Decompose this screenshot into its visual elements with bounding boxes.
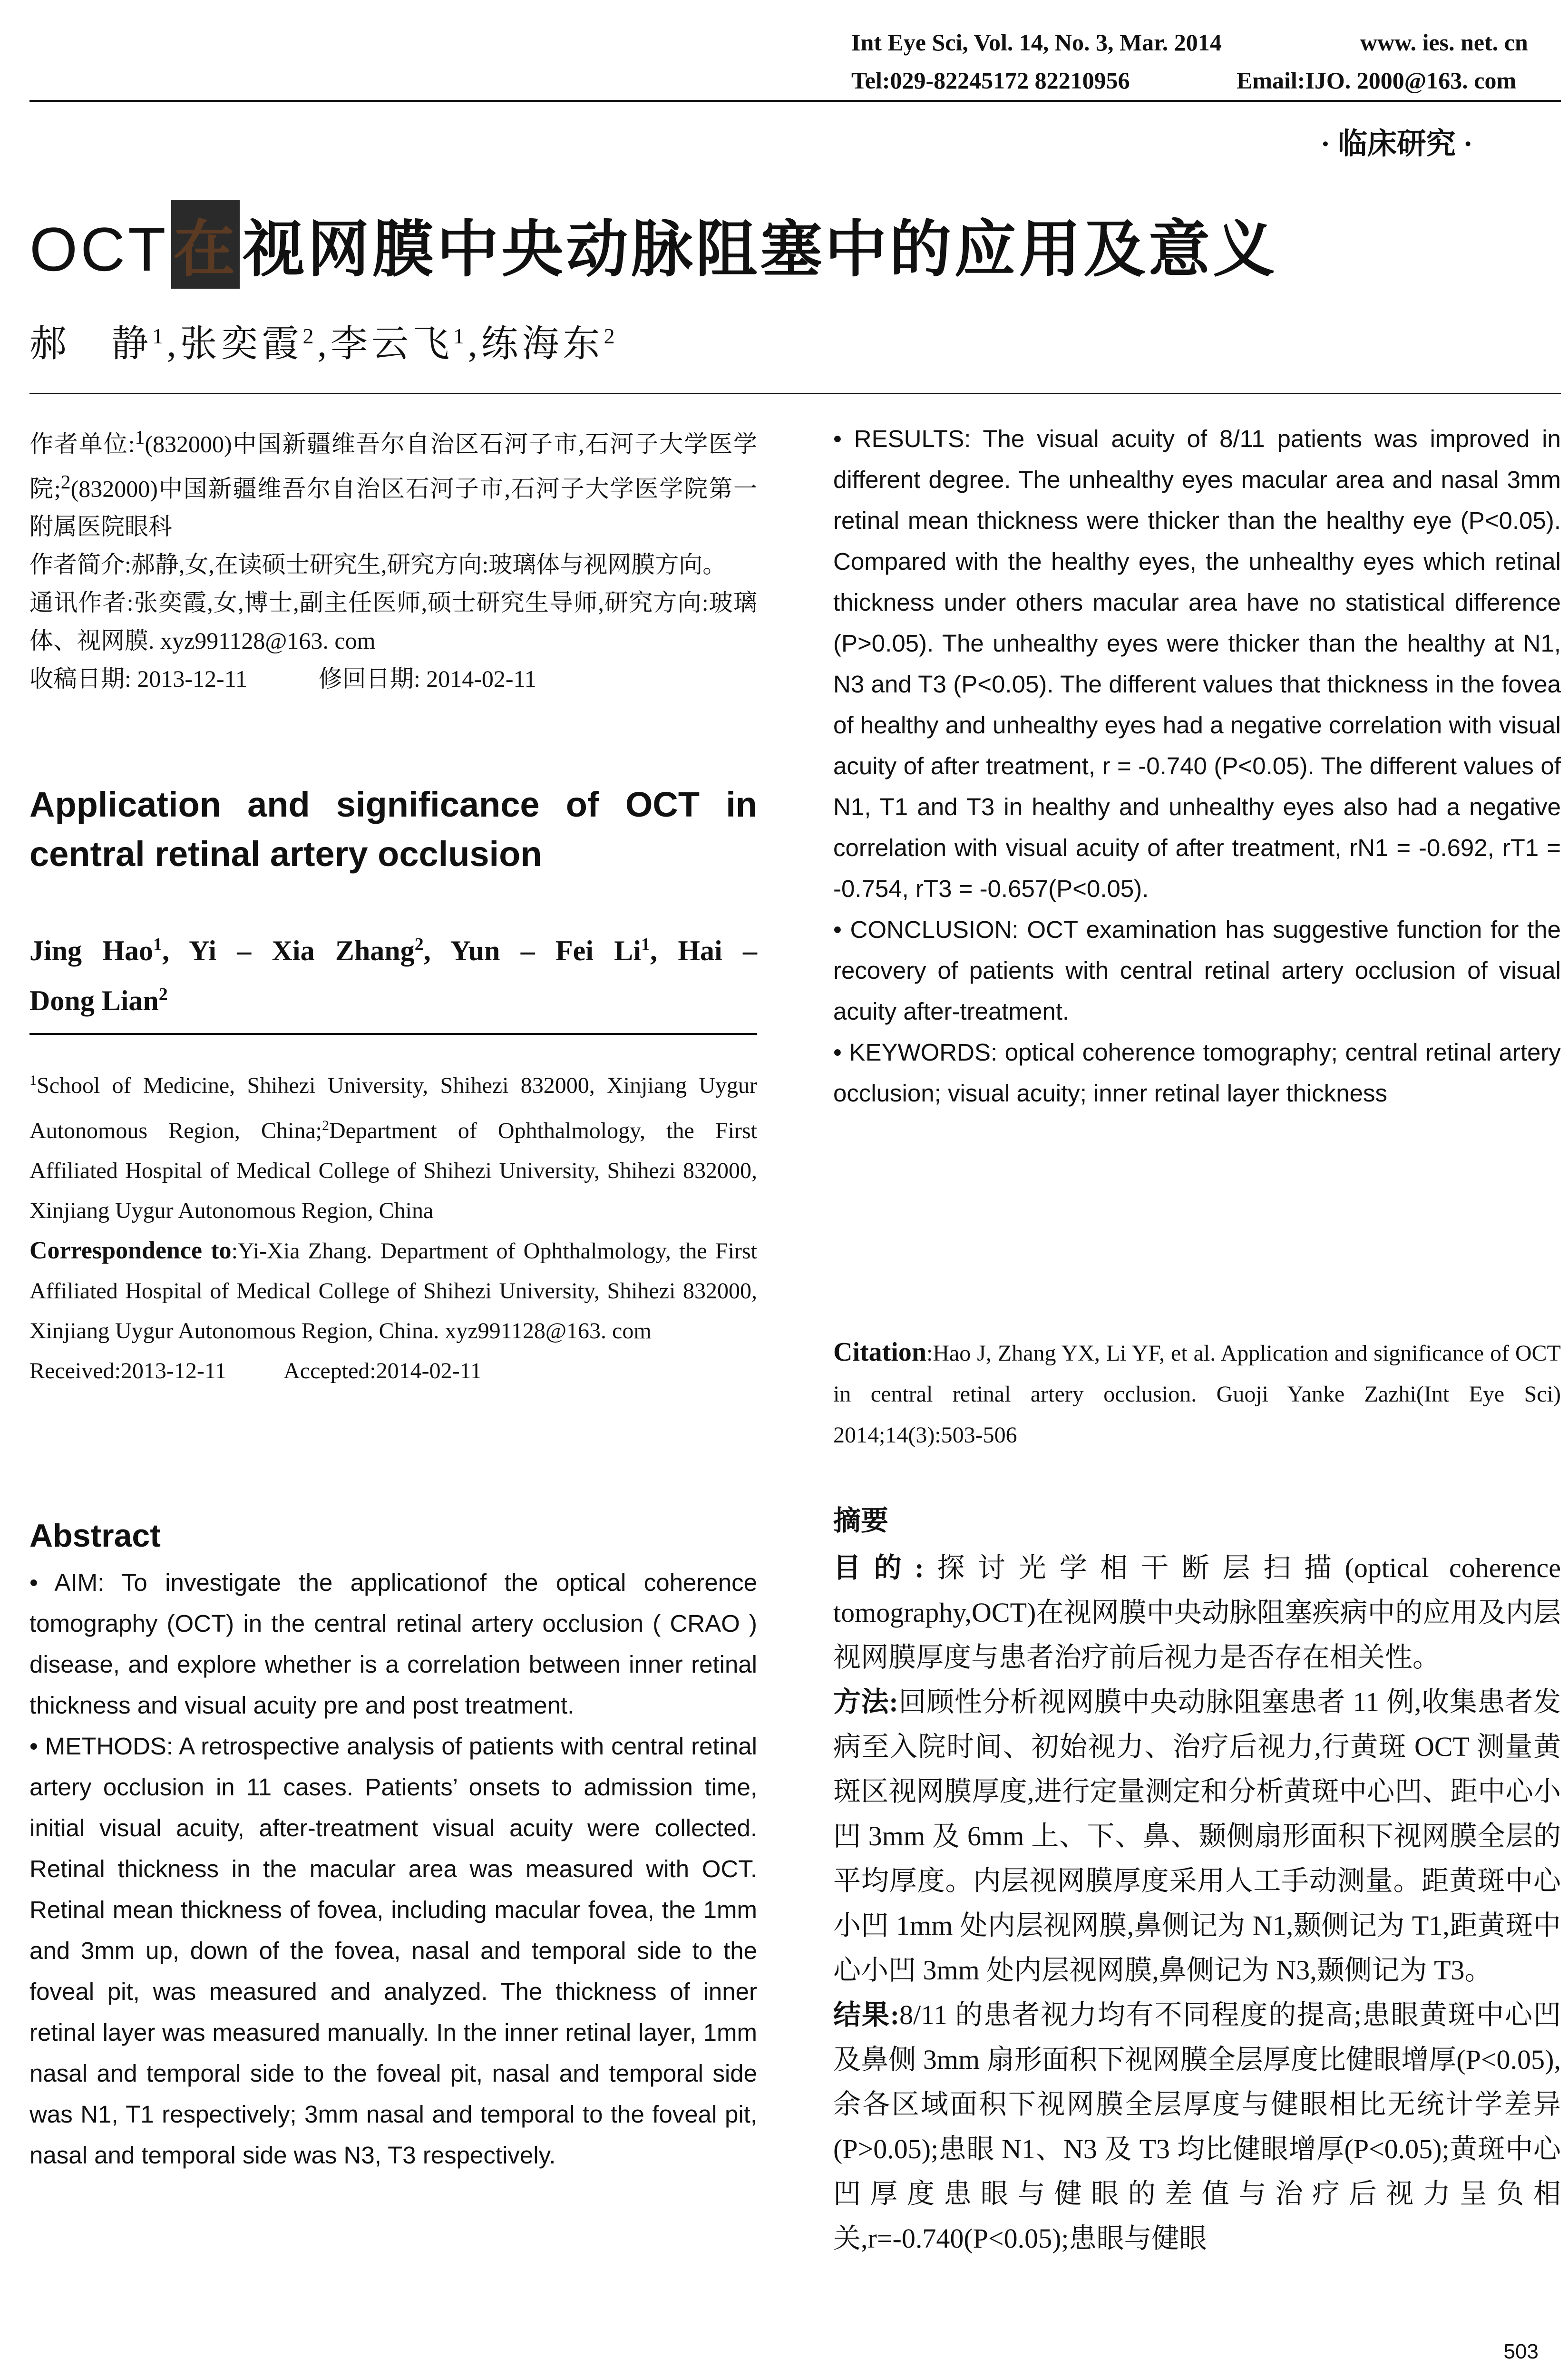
- journal-website[interactable]: www. ies. net. cn: [1360, 29, 1528, 56]
- cn-correspondence: 通讯作者:张奕霞,女,博士,副主任医师,硕士研究生导师,研究方向:玻璃体、视网膜. xyz991128@163. com: [29, 589, 757, 654]
- authors-en: Jing Hao$^1$, Yi – Xia Zhang$^2$, Yun – Fei Li$^1$, Hai – Dong Lian$^2$: [29, 935, 758, 1016]
- title-oct: OCT: [29, 214, 169, 284]
- journal-tel: Tel:029-82245172 82210956: [851, 67, 1130, 94]
- en-affiliation-block: [29, 1061, 757, 1391]
- citation-block: [833, 1332, 1561, 1456]
- cn-abstract-text: [833, 1546, 1561, 2261]
- en-dates: Received:2013-12-11 Accepted:2014-02-11: [29, 1358, 482, 1383]
- journal-issue: Int Eye Sci, Vol. 14, No. 3, Mar. 2014: [851, 29, 1222, 56]
- section-tag: · 临床研究 ·: [1320, 128, 1473, 160]
- abstract-left-text: [29, 1562, 757, 2176]
- cn-abstract-methods: 方法:回顾性分析视网膜中央动脉阻塞患者 11 例,收集患者发病至入院时间、初始视力、治疗后视力,行黄斑 OCT 测量黄斑区视网膜厚度,进行定量测定和分析黄斑中心凹、距中心小凹 3mm 及 6mm 上、下、鼻、颞侧扇形面积下视网膜全层的平均厚度。内层视网膜厚度采用人工手动测量。距黄斑中心小凹 1mm 处内层视网膜,鼻侧记为 N1,颞侧记为 T1,距黄斑中心小凹 3mm 处内层视网膜,鼻侧记为 N3,颞侧记为 T3。: [833, 1686, 1561, 1986]
- author-cn: 练海东: [481, 323, 604, 364]
- article-title-en: Application and significance of OCT in central retinal artery occlusion: [29, 785, 757, 874]
- abstract-heading: Abstract: [29, 1518, 161, 1554]
- cn-revised: 修回日期: 2014-02-11: [318, 665, 536, 692]
- cn-bio: 作者简介:郝静,女,在读硕士研究生,研究方向:玻璃体与视网膜方向。: [29, 551, 727, 578]
- article-title-cn: [29, 200, 1277, 289]
- cn-affiliation: 作者单位:$^1$(832000)中国新疆维吾尔自治区石河子市,石河子大学医学院;$^2$(832000)中国新疆维吾尔自治区石河子市,石河子大学医学院第一附属医院眼科: [29, 427, 757, 540]
- cn-abstract-results: 结果:8/11 的患者视力均有不同程度的提高;患眼黄斑中心凹及鼻侧 3mm 扇形面积下视网膜全层厚度比健眼增厚(P<0.05),余各区域面积下视网膜全层厚度与健眼相比无统计学差异(P>0.05);患眼 N1、N3 及 T3 均比健眼增厚(P<0.05);黄斑中心凹厚度患眼与健眼的差值与治疗后视力呈负相关,r=-0.740(P<0.05);患眼与健眼: [833, 1999, 1561, 2254]
- abstract-methods: • METHODS: A retrospective analysis of patients with central retinal artery occlusion in 11 cases. Patients’ onsets to admission time, initial visual acuity, after-treatment visual acuity were collected. Retinal thickness in the macular area was measured with OCT. Retinal mean thickness of fovea, including macular fovea, the 1mm and 3mm up, down of the fovea, nasal and temporal side to the foveal pit, was measured and analyzed. The thickness of inner retinal layer was measured manually. In the inner retinal layer, 1mm nasal and temporal side to the foveal pit, nasal and temporal side was N1, T1 respectively; 3mm nasal and temporal to the foveal pit, nasal and temporal side was N3, T3 respectively.: [29, 1733, 757, 2169]
- authors-rule: [29, 393, 1561, 394]
- title-rest: 视网膜中央动脉阻塞中的应用及意义: [243, 216, 1278, 284]
- en-affiliation: $^1$School of Medicine, Shihezi University, Shihezi 832000, Xinjiang Uygur Autonomous Region, China;$^2$Department of Ophthalmology, the First Affiliated Hospital of Medical College of Shihezi University, Shihezi 832000, Xinjiang Uygur Autonomous Region, China: [29, 1072, 757, 1223]
- cn-info-block: [29, 419, 757, 698]
- cn-received: 收稿日期: 2013-12-11: [29, 665, 247, 692]
- header-rule: [29, 100, 1561, 102]
- author-cn: 张奕霞: [180, 323, 303, 364]
- authors-cn: 郝 静$^1$,张奕霞$^2$,李云飞$^1$,练海东$^2$: [29, 323, 619, 364]
- en-correspondence: Correspondence to:Yi-Xia Zhang. Department of Ophthalmology, the First Affiliated Hospital of Medical College of Shihezi University, Shihezi 832000, Xinjiang Uygur Autonomous Region, China. xyz991128@163. com: [29, 1237, 757, 1344]
- cn-abstract-aim: 目的:探讨光学相干断层扫描(optical coherence tomography,OCT)在视网膜中央动脉阻塞疾病中的应用及内层视网膜厚度与患者治疗前后视力是否存在相关性。: [833, 1552, 1561, 1673]
- citation-label: Citation: [833, 1337, 926, 1367]
- abstract-results: • RESULTS: The visual acuity of 8/11 patients was improved in different degree. The unhealthy eyes macular area and nasal 3mm retinal mean thickness were thicker than the healthy eye (P<0.05). Compared with the healthy eyes, the unhealthy eyes which retinal thickness under others macular area have no statistical difference (P>0.05). The unhealthy eyes were thicker than the healthy at N1, N3 and T3 (P<0.05). The different values that thickness in the fovea of healthy and unhealthy eyes had a negative correlation with visual acuity of after treatment, r = -0.740 (P<0.05). The different values of N1, T1 and T3 in healthy and unhealthy eyes also had a negative correlation with visual acuity of after treatment, rN1 = -0.692, rT1 = -0.754, rT3 = -0.657(P<0.05).: [833, 425, 1561, 902]
- abstract-conclusion: • CONCLUSION: OCT examination has suggestive function for the recovery of patients with central retinal artery occlusion of visual acuity after-treatment.: [833, 916, 1561, 1025]
- cn-dates: [29, 660, 757, 698]
- affiliation-rule: [29, 1033, 757, 1035]
- abstract-keywords: • KEYWORDS: optical coherence tomography; central retinal artery occlusion; visual acuity; inner retinal layer thickness: [833, 1039, 1561, 1107]
- journal-email[interactable]: Email:IJO. 2000@163. com: [1237, 67, 1517, 94]
- title-highlight-box: 在: [171, 200, 240, 289]
- page-number: 503: [1503, 2340, 1539, 2363]
- cn-abstract-heading: 摘要: [833, 1505, 889, 1536]
- citation-text: :Hao J, Zhang YX, Li YF, et al. Application and significance of OCT in central retinal artery occlusion. Guoji Yanke Zazhi(Int Eye Sci) 2014;14(3):503-506: [833, 1341, 1561, 1448]
- author-cn: 郝 静: [29, 323, 153, 364]
- abstract-right-text: [833, 419, 1561, 1114]
- author-cn: 李云飞: [331, 323, 454, 364]
- abstract-aim: • AIM: To investigate the applicationof the optical coherence tomography (OCT) in the central retinal artery occlusion ( CRAO ) disease, and explore whether is a correlation between inner retinal thickness and visual acuity pre and post treatment.: [29, 1569, 757, 1719]
